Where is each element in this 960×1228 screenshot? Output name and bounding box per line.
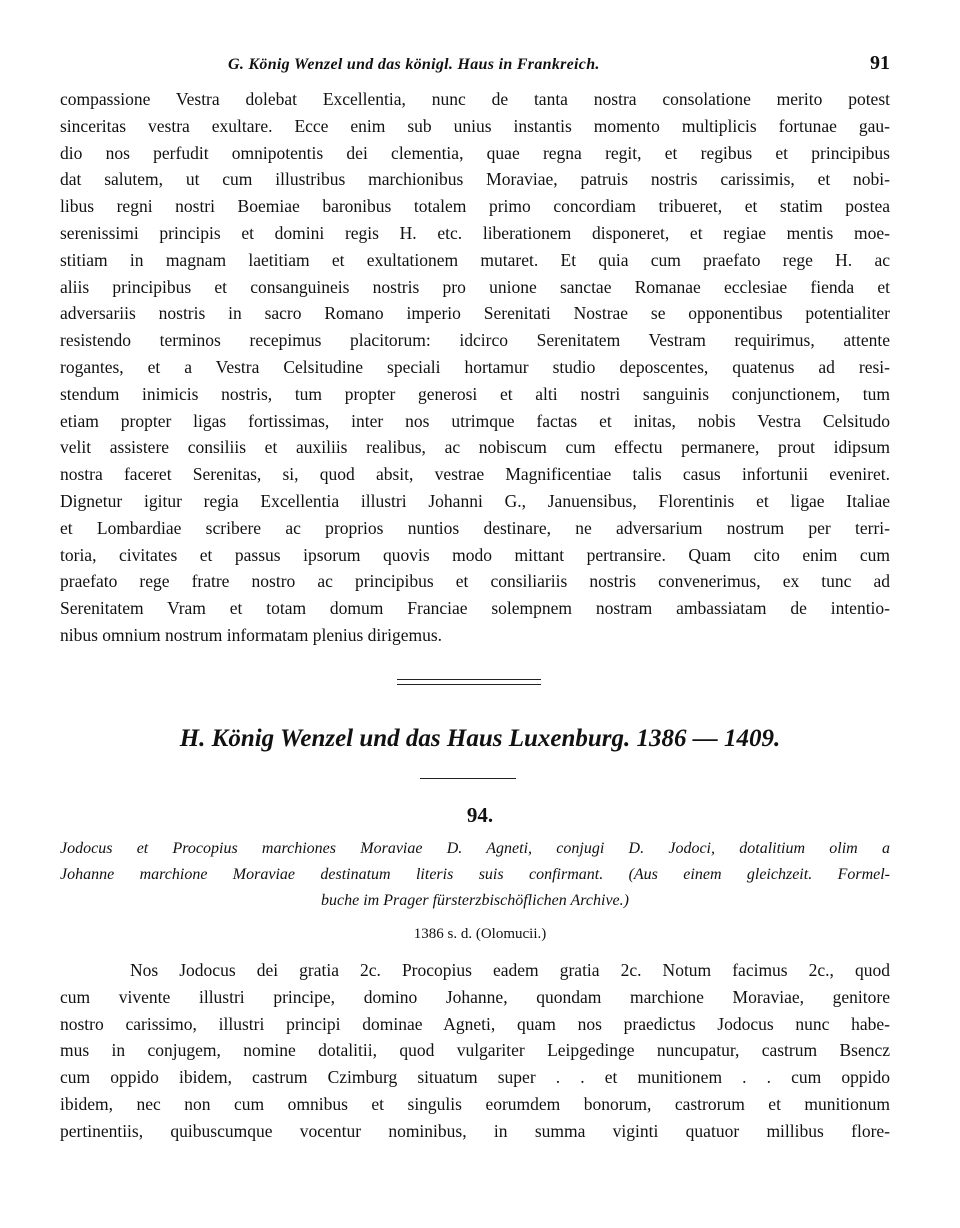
text-line: resistendo terminos recepimus placitorum: idcirco Serenitatem Vestram requirimus, attente	[60, 330, 890, 351]
running-title: G. König Wenzel und das königl. Haus in Frankreich.	[228, 56, 600, 73]
text-line: libus regni nostri Boemiae baronibus totalem primo concordiam tribueret, et statim postea	[60, 196, 890, 217]
text-line: toria, civitates et passus ipsorum quovis modo mittant pertransire. Quam cito enim cum	[60, 544, 890, 565]
text-line: dio nos perfudit omnipotentis dei clementia, quae regna regit, et regibus et principibus	[60, 142, 890, 163]
regest-line: buche im Prager fürsterzbischöflichen Archive.)	[321, 892, 629, 909]
page-header	[228, 52, 890, 75]
text-line: nibus omnium nostrum informatam plenius dirigemus.	[60, 624, 443, 645]
short-rule-divider	[420, 778, 516, 779]
text-line: cum vivente illustri principe, domino Johanne, quondam marchione Moraviae, genitore	[60, 986, 890, 1007]
text-line: velit assistere consiliis et auxiliis realibus, ac nobiscum cum effectu permanere, prout idipsum	[60, 437, 890, 458]
text-line: nostra faceret Serenitas, si, quod absit, vestrae Magnificentiae talis casus infortunii eveniret.	[60, 464, 890, 485]
text-line: serenissimi principis et domini regis H. etc. liberationem disponeret, et regiae mentis moe-	[60, 222, 890, 243]
text-line: praefato rege fratre nostro ac principibus et consiliariis nostris convenerimus, ex tunc ad	[60, 571, 890, 592]
text-line: dat salutem, ut cum illustribus marchionibus Moraviae, patruis nostris carissimis, et nobi-	[60, 169, 890, 190]
section-title: H. König Wenzel und das Haus Luxenburg. 1386 — 1409.	[179, 725, 781, 752]
regest-line: Johanne marchione Moraviae destinatum literis suis confirmant. (Aus einem gleichzeit. Formel-	[60, 866, 890, 883]
text-line: adversariis nostris in sacro Romano imperio Serenitati Nostrae se opponentibus potentialiter	[60, 303, 890, 324]
text-line: nostro carissimo, illustri principi dominae Agneti, quam nos praedictus Jodocus nunc habe-	[60, 1013, 890, 1034]
text-line: pertinentiis, quibuscumque vocentur nominibus, in summa viginti quatuor millibus flore-	[60, 1120, 890, 1141]
text-line: mus in conjugem, nomine dotalitii, quod vulgariter Leipgedinge nuncupatur, castrum Bsencz	[60, 1040, 890, 1061]
page-number: 91	[870, 52, 890, 74]
regest-line: Jodocus et Procopius marchiones Moraviae D. Agneti, conjugi D. Jodoci, dotalitium olim a	[60, 840, 890, 857]
text-line: Nos Jodocus dei gratia 2c. Procopius eadem gratia 2c. Notum facimus 2c., quod	[130, 960, 890, 980]
text-line: cum oppido ibidem, castrum Czimburg situatum super . . et munitionem . . cum oppido	[60, 1067, 890, 1088]
paragraph-continuation	[60, 86, 890, 649]
document-regest	[60, 836, 890, 914]
text-line: stendum inimicis nostris, tum propter generosi et alti nostri sanguinis conjunctionem, tum	[60, 383, 890, 404]
text-line: stitiam in magnam laetitiam et exultationem mutaret. Et quia cum praefato rege H. ac	[60, 249, 890, 270]
text-line: Dignetur igitur regia Excellentia illustri Johanni G., Januensibus, Florentinis et ligae Italiae	[60, 490, 890, 511]
text-line: ibidem, nec non cum omnibus et singulis eorumdem bonorum, castrorum et munitionum	[60, 1093, 890, 1114]
text-line: Serenitatem Vram et totam domum Franciae solempnem nostram ambassiatam de intentio-	[60, 598, 890, 619]
text-line: aliis principibus et consanguineis nostris pro unione sanctae Romanae ecclesiae fienda et	[60, 276, 890, 297]
double-rule-divider	[397, 679, 541, 685]
document-number: 94.	[466, 803, 494, 827]
text-line: sinceritas vestra exultare. Ecce enim sub unius instantis momento multiplicis fortunae gau-	[60, 115, 890, 136]
document-dateline: 1386 s. d. (Olomucii.)	[413, 926, 547, 942]
text-line: rogantes, et a Vestra Celsitudine speciali hortamur studio deposcentes, quatenus ad resi-	[60, 356, 890, 377]
document-body	[60, 957, 890, 1145]
text-line: et Lombardiae scribere ac proprios nuntios destinare, ne adversarium nostrum per terri-	[60, 517, 890, 538]
text-line: compassione Vestra dolebat Excellentia, nunc de tanta nostra consolatione merito potest	[60, 89, 890, 109]
text-line: etiam propter ligas fortissimas, inter nos utrimque factas et initas, nobis Vestra Celsitudo	[60, 410, 890, 431]
